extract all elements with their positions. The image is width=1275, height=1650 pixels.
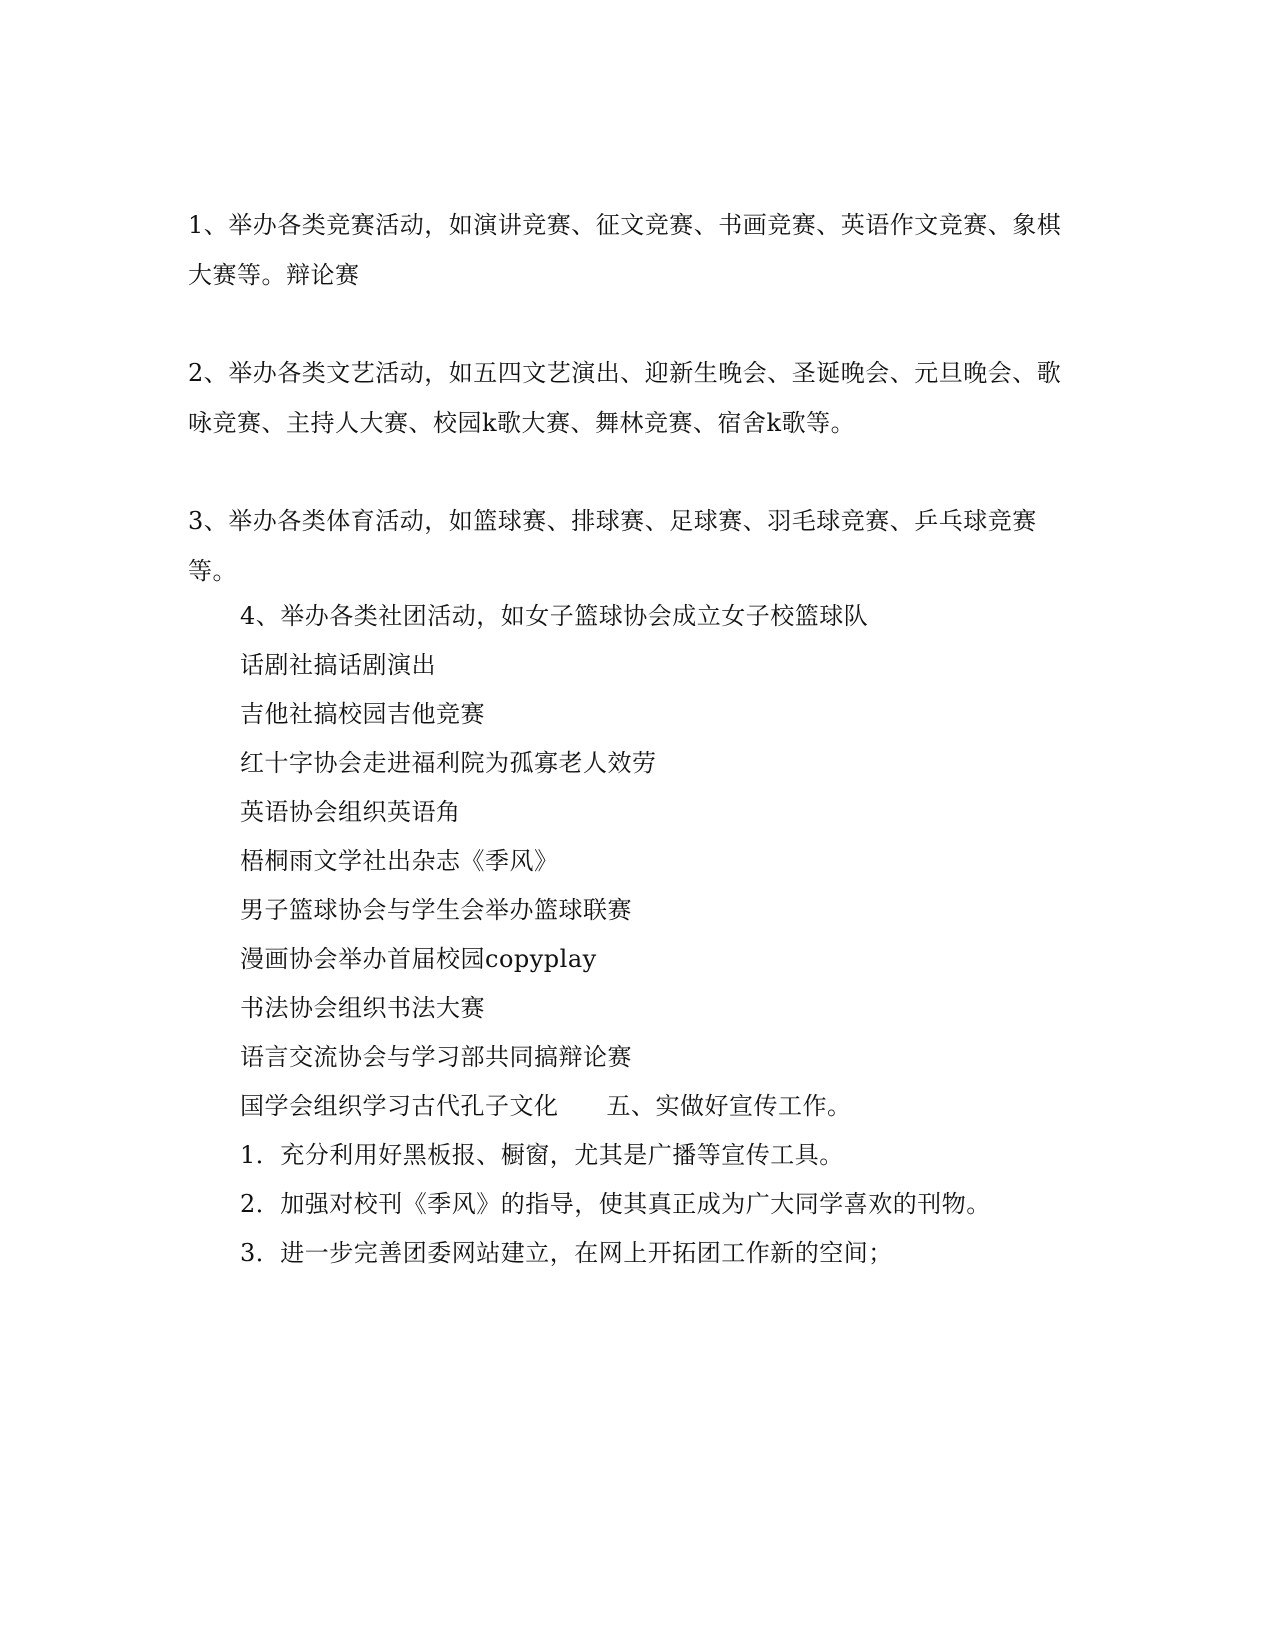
list-item-mixed: [240, 1082, 1140, 1131]
numbered-item: 2．加强对校刊《季风》的指导，使其真正成为广大同学喜欢的刊物。: [240, 1190, 991, 1218]
paragraph-sports: 3、举办各类体育活动，如篮球赛、排球赛、足球赛、羽毛球竞赛、乒乓球竞赛等。: [188, 507, 1037, 585]
numbered-item: 3．进一步完善团委网站建立，在网上开拓团工作新的空间；: [240, 1239, 893, 1267]
section-heading-publicity: 五、实做好宣传工作。: [606, 1092, 852, 1120]
list-item: 梧桐雨文学社出杂志《季风》: [240, 847, 559, 875]
list-item: 漫画协会举办首届校园copyplay: [240, 945, 597, 973]
list-item: 语言交流协会与学习部共同搞辩论赛: [240, 1043, 632, 1071]
activity-list: [240, 592, 1140, 1278]
list-item: 英语协会组织英语角: [240, 798, 461, 826]
list-item: 吉他社搞校园吉他竞赛: [240, 700, 485, 728]
list-item: 书法协会组织书法大赛: [240, 994, 485, 1022]
numbered-item: 1．充分利用好黑板报、橱窗，尤其是广播等宣传工具。: [240, 1141, 844, 1169]
list-item: 4、举办各类社团活动，如女子篮球协会成立女子校篮球队: [240, 602, 869, 630]
list-item: 红十字协会走进福利院为孤寡老人效劳: [240, 749, 657, 777]
mixed-left-text: 国学会组织学习古代孔子文化: [240, 1092, 559, 1120]
list-item: 男子篮球协会与学生会举办篮球联赛: [240, 896, 632, 924]
list-item: 话剧社搞话剧演出: [240, 651, 436, 679]
paragraph-arts: 2、举办各类文艺活动，如五四文艺演出、迎新生晚会、圣诞晚会、元旦晚会、歌咏竞赛、主持人大赛、校园k歌大赛、舞林竞赛、宿舍k歌等。: [188, 359, 1062, 437]
paragraph-competitions: 1、举办各类竞赛活动，如演讲竞赛、征文竞赛、书画竞赛、英语作文竞赛、象棋大赛等。辩论赛: [188, 211, 1062, 289]
